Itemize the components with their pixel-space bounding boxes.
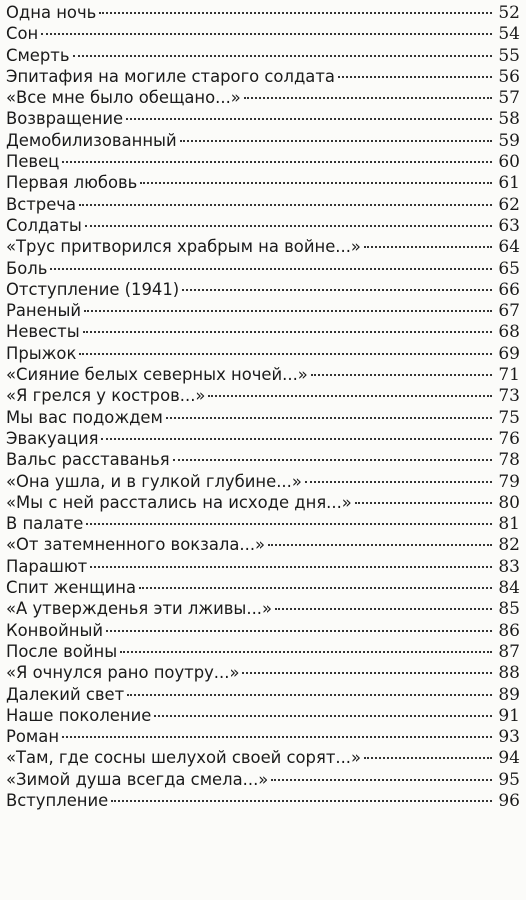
toc-entry-page-number: 93: [498, 727, 520, 748]
toc-entry: [6, 471, 520, 492]
toc-entry-page-number: 66: [498, 279, 520, 300]
toc-entry-page-number: 88: [498, 663, 520, 684]
toc-entry-page-number: 79: [498, 471, 520, 492]
toc-entry-title: Спит женщина: [6, 578, 136, 598]
toc-entry: [6, 747, 520, 768]
toc-entry-title: Отступление (1941): [6, 279, 180, 299]
toc-entry-title: Парашют: [6, 556, 88, 576]
toc-dot-leader: [86, 523, 492, 525]
toc-entry: [6, 449, 520, 470]
toc-entry-title: «Все мне было обещано...»: [6, 88, 241, 108]
toc-entry-page-number: 95: [498, 769, 520, 790]
toc-entry-page-number: 61: [498, 173, 520, 194]
toc-dot-leader: [364, 246, 492, 248]
toc-entry-title: «Я грелся у костров...»: [6, 386, 206, 406]
toc-entry-title: Солдаты: [6, 215, 82, 235]
toc-entry: [6, 407, 520, 428]
toc-dot-leader: [127, 694, 492, 696]
toc-entry-title: Демобилизованный: [6, 130, 177, 150]
toc-dot-leader: [154, 715, 492, 717]
toc-dot-leader: [305, 481, 492, 483]
toc-entry-title: «Она ушла, и в гулкой глубине...»: [6, 471, 302, 491]
toc-entry-page-number: 60: [498, 152, 520, 173]
toc-entry-page-number: 65: [498, 258, 520, 279]
toc-entry-title: «А утвержденья эти лживы...»: [6, 599, 273, 619]
toc-dot-leader: [41, 33, 492, 35]
toc-entry-title: «Там, где сосны шелухой своей сорят...»: [6, 748, 362, 768]
toc-dot-leader: [271, 779, 492, 781]
toc-entry: [6, 684, 520, 705]
toc-entry-title: Прыжок: [6, 343, 77, 363]
toc-dot-leader: [139, 587, 492, 589]
toc-entry-page-number: 86: [498, 620, 520, 641]
toc-entry-title: Невесты: [6, 322, 80, 342]
toc-entry: [6, 641, 520, 662]
toc-entry-title: «Трус притворился храбрым на войне...»: [6, 237, 361, 257]
toc-dot-leader: [62, 736, 492, 738]
toc-dot-leader: [208, 395, 492, 397]
toc-entry: [6, 662, 520, 683]
toc-entry-title: В палате: [6, 514, 84, 534]
toc-entry: [6, 769, 520, 790]
toc-entry: [6, 598, 520, 619]
toc-entry: [6, 790, 520, 811]
toc-entry-page-number: 84: [498, 578, 520, 599]
toc-entry-title: «Я очнулся рано поутру...»: [6, 663, 240, 683]
toc-entry: [6, 236, 520, 257]
toc-dot-leader: [50, 268, 492, 270]
toc-entry-page-number: 56: [498, 66, 520, 87]
toc-entry-page-number: 78: [498, 450, 520, 471]
toc-entry-page-number: 89: [498, 684, 520, 705]
toc-entry: [6, 321, 520, 342]
toc-entry-page-number: 67: [498, 301, 520, 322]
toc-entry-page-number: 76: [498, 428, 520, 449]
toc-dot-leader: [79, 204, 492, 206]
toc-entry: [6, 194, 520, 215]
toc-dot-leader: [90, 566, 492, 568]
toc-entry: [6, 577, 520, 598]
table-of-contents: [6, 2, 520, 811]
toc-entry: [6, 23, 520, 44]
toc-dot-leader: [126, 118, 492, 120]
toc-entry-page-number: 57: [498, 88, 520, 109]
toc-entry-title: Далекий свет: [6, 684, 125, 704]
toc-dot-leader: [73, 55, 492, 57]
toc-entry: [6, 258, 520, 279]
toc-entry-title: Смерть: [6, 45, 70, 65]
toc-dot-leader: [140, 182, 492, 184]
toc-entry-page-number: 91: [498, 705, 520, 726]
toc-entry-page-number: 55: [498, 45, 520, 66]
toc-entry-title: «Мы с ней расстались на исходе дня...»: [6, 492, 352, 512]
toc-entry: [6, 705, 520, 726]
toc-dot-leader: [62, 161, 492, 163]
toc-entry-page-number: 69: [498, 343, 520, 364]
toc-dot-leader: [79, 353, 492, 355]
toc-entry-page-number: 63: [498, 215, 520, 236]
toc-entry-title: Конвойный: [6, 620, 104, 640]
toc-entry-page-number: 58: [498, 109, 520, 130]
toc-entry: [6, 513, 520, 534]
toc-entry: [6, 87, 520, 108]
toc-dot-leader: [106, 630, 492, 632]
toc-dot-leader: [311, 374, 492, 376]
toc-entry: [6, 130, 520, 151]
toc-entry: [6, 45, 520, 66]
toc-entry: [6, 66, 520, 87]
toc-dot-leader: [111, 800, 492, 802]
toc-entry: [6, 428, 520, 449]
toc-dot-leader: [173, 459, 492, 461]
toc-entry-page-number: 73: [498, 386, 520, 407]
toc-entry-page-number: 87: [498, 641, 520, 662]
toc-dot-leader: [338, 76, 492, 78]
toc-entry: [6, 385, 520, 406]
toc-dot-leader: [275, 608, 492, 610]
toc-entry-title: Вступление: [6, 790, 109, 810]
toc-entry: [6, 2, 520, 23]
toc-entry-title: Раненый: [6, 301, 82, 321]
toc-dot-leader: [84, 310, 492, 312]
toc-entry-page-number: 71: [498, 365, 520, 386]
toc-entry-title: Сон: [6, 24, 39, 44]
toc-entry: [6, 108, 520, 129]
toc-entry-page-number: 82: [498, 535, 520, 556]
toc-entry-page-number: 54: [498, 24, 520, 45]
toc-dot-leader: [101, 438, 492, 440]
toc-entry-title: Эвакуация: [6, 428, 99, 448]
toc-dot-leader: [166, 417, 492, 419]
toc-entry: [6, 279, 520, 300]
toc-entry-page-number: 81: [498, 514, 520, 535]
toc-entry: [6, 215, 520, 236]
toc-dot-leader: [355, 502, 492, 504]
toc-dot-leader: [182, 289, 492, 291]
toc-entry-page-number: 59: [498, 130, 520, 151]
toc-entry-title: «От затемненного вокзала...»: [6, 535, 266, 555]
toc-entry-title: Певец: [6, 152, 60, 172]
toc-entry-page-number: 64: [498, 237, 520, 258]
toc-entry-page-number: 94: [498, 748, 520, 769]
toc-entry: [6, 151, 520, 172]
toc-dot-leader: [364, 757, 492, 759]
toc-entry-title: Эпитафия на могиле старого солдата: [6, 66, 335, 86]
toc-entry-title: Первая любовь: [6, 173, 138, 193]
toc-entry: [6, 534, 520, 555]
toc-entry: [6, 492, 520, 513]
toc-entry: [6, 726, 520, 747]
toc-entry-title: Одна ночь: [6, 3, 97, 22]
toc-dot-leader: [180, 140, 492, 142]
toc-entry-page-number: 80: [498, 492, 520, 513]
toc-entry-title: После войны: [6, 641, 118, 661]
toc-entry-page-number: 68: [498, 322, 520, 343]
toc-dot-leader: [244, 97, 492, 99]
toc-entry-title: Мы вас подождем: [6, 407, 163, 427]
toc-entry: [6, 556, 520, 577]
toc-entry-title: «Сияние белых северных ночей...»: [6, 365, 308, 385]
toc-dot-leader: [83, 331, 492, 333]
toc-entry-page-number: 75: [498, 407, 520, 428]
toc-dot-leader: [85, 225, 492, 227]
toc-dot-leader: [242, 672, 492, 674]
toc-dot-leader: [99, 12, 492, 14]
toc-dot-leader: [268, 544, 492, 546]
toc-entry-title: Возвращение: [6, 109, 124, 129]
toc-entry: [6, 620, 520, 641]
toc-entry-page-number: 96: [498, 790, 520, 811]
toc-entry: [6, 343, 520, 364]
toc-entry-page-number: 62: [498, 194, 520, 215]
toc-entry-title: «Зимой душа всегда смела...»: [6, 769, 269, 789]
toc-entry-title: Вальс расставанья: [6, 450, 170, 470]
toc-dot-leader: [120, 651, 492, 653]
toc-entry: [6, 300, 520, 321]
toc-entry-title: Боль: [6, 258, 48, 278]
toc-entry: [6, 364, 520, 385]
toc-entry-page-number: 83: [498, 556, 520, 577]
toc-entry-title: Наше поколение: [6, 705, 152, 725]
toc-entry-page-number: 52: [498, 3, 520, 23]
toc-entry-title: Встреча: [6, 194, 77, 214]
toc-entry-page-number: 85: [498, 599, 520, 620]
toc-entry-title: Роман: [6, 727, 60, 747]
toc-entry: [6, 172, 520, 193]
